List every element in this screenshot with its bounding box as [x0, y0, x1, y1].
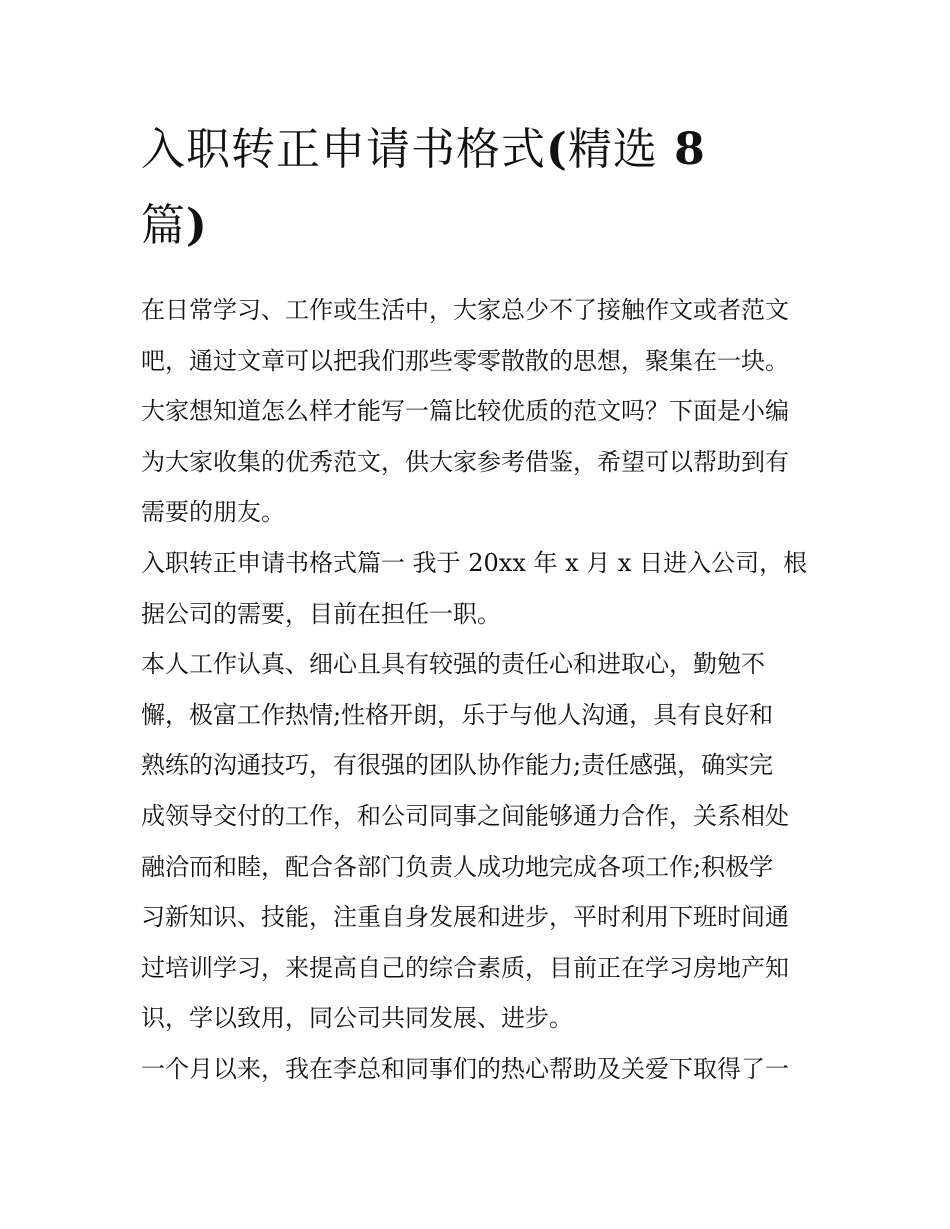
text-line: 成领导交付的工作，和公司同事之间能够通力合作，关系相处	[141, 801, 789, 830]
text-line: 入职转正申请书格式篇一 我于 20xx 年 x 月 x 日进入公司，根	[141, 548, 808, 577]
text-line: 熟练的沟通技巧，有很强的团队协作能力;责任感强，确实完	[141, 751, 774, 780]
text-line: 据公司的需要，目前在担任一职。	[141, 599, 501, 628]
title-count: 8	[657, 124, 706, 175]
text-line: 需要的朋友。	[141, 498, 285, 527]
document-body	[141, 285, 813, 1095]
text-line: 习新知识、技能，注重自身发展和进步，平时利用下班时间通	[141, 903, 789, 932]
paragraph-monthly-summary	[141, 1044, 813, 1095]
document-title	[141, 112, 813, 264]
document-content	[141, 112, 813, 1095]
paragraph-intro	[141, 285, 813, 538]
text-line: 本人工作认真、细心且具有较强的责任心和进取心，勤勉不	[141, 650, 765, 679]
text-line: 大家想知道怎么样才能写一篇比较优质的范文吗？下面是小编	[141, 397, 789, 426]
title-text-main: 入职转正申请书格式	[141, 124, 546, 175]
text-line: 融洽而和睦，配合各部门负责人成功地完成各项工作;积极学	[141, 852, 774, 881]
text-line: 懈，极富工作热情;性格开朗，乐于与他人沟通，具有良好和	[141, 700, 774, 729]
text-line: 识，学以致用，同公司共同发展、进步。	[141, 1004, 573, 1033]
paragraph-work-performance	[141, 639, 813, 1044]
title-text-unit: 篇	[141, 200, 186, 251]
title-paren-close: )	[186, 200, 208, 251]
text-line: 吧，通过文章可以把我们那些零零散散的思想，聚集在一块。	[141, 346, 789, 375]
text-line: 为大家收集的优秀范文，供大家参考借鉴，希望可以帮助到有	[141, 447, 789, 476]
title-text-selected: 精选	[567, 124, 658, 175]
title-paren-open: (	[546, 124, 568, 175]
text-line: 在日常学习、工作或生活中，大家总少不了接触作文或者范文	[141, 296, 789, 324]
paragraph-sample-one-opening	[141, 538, 813, 639]
text-line: 一个月以来，我在李总和同事们的热心帮助及关爱下取得了一	[141, 1054, 789, 1083]
text-line: 过培训学习，来提高自己的综合素质，目前正在学习房地产知	[141, 953, 789, 982]
